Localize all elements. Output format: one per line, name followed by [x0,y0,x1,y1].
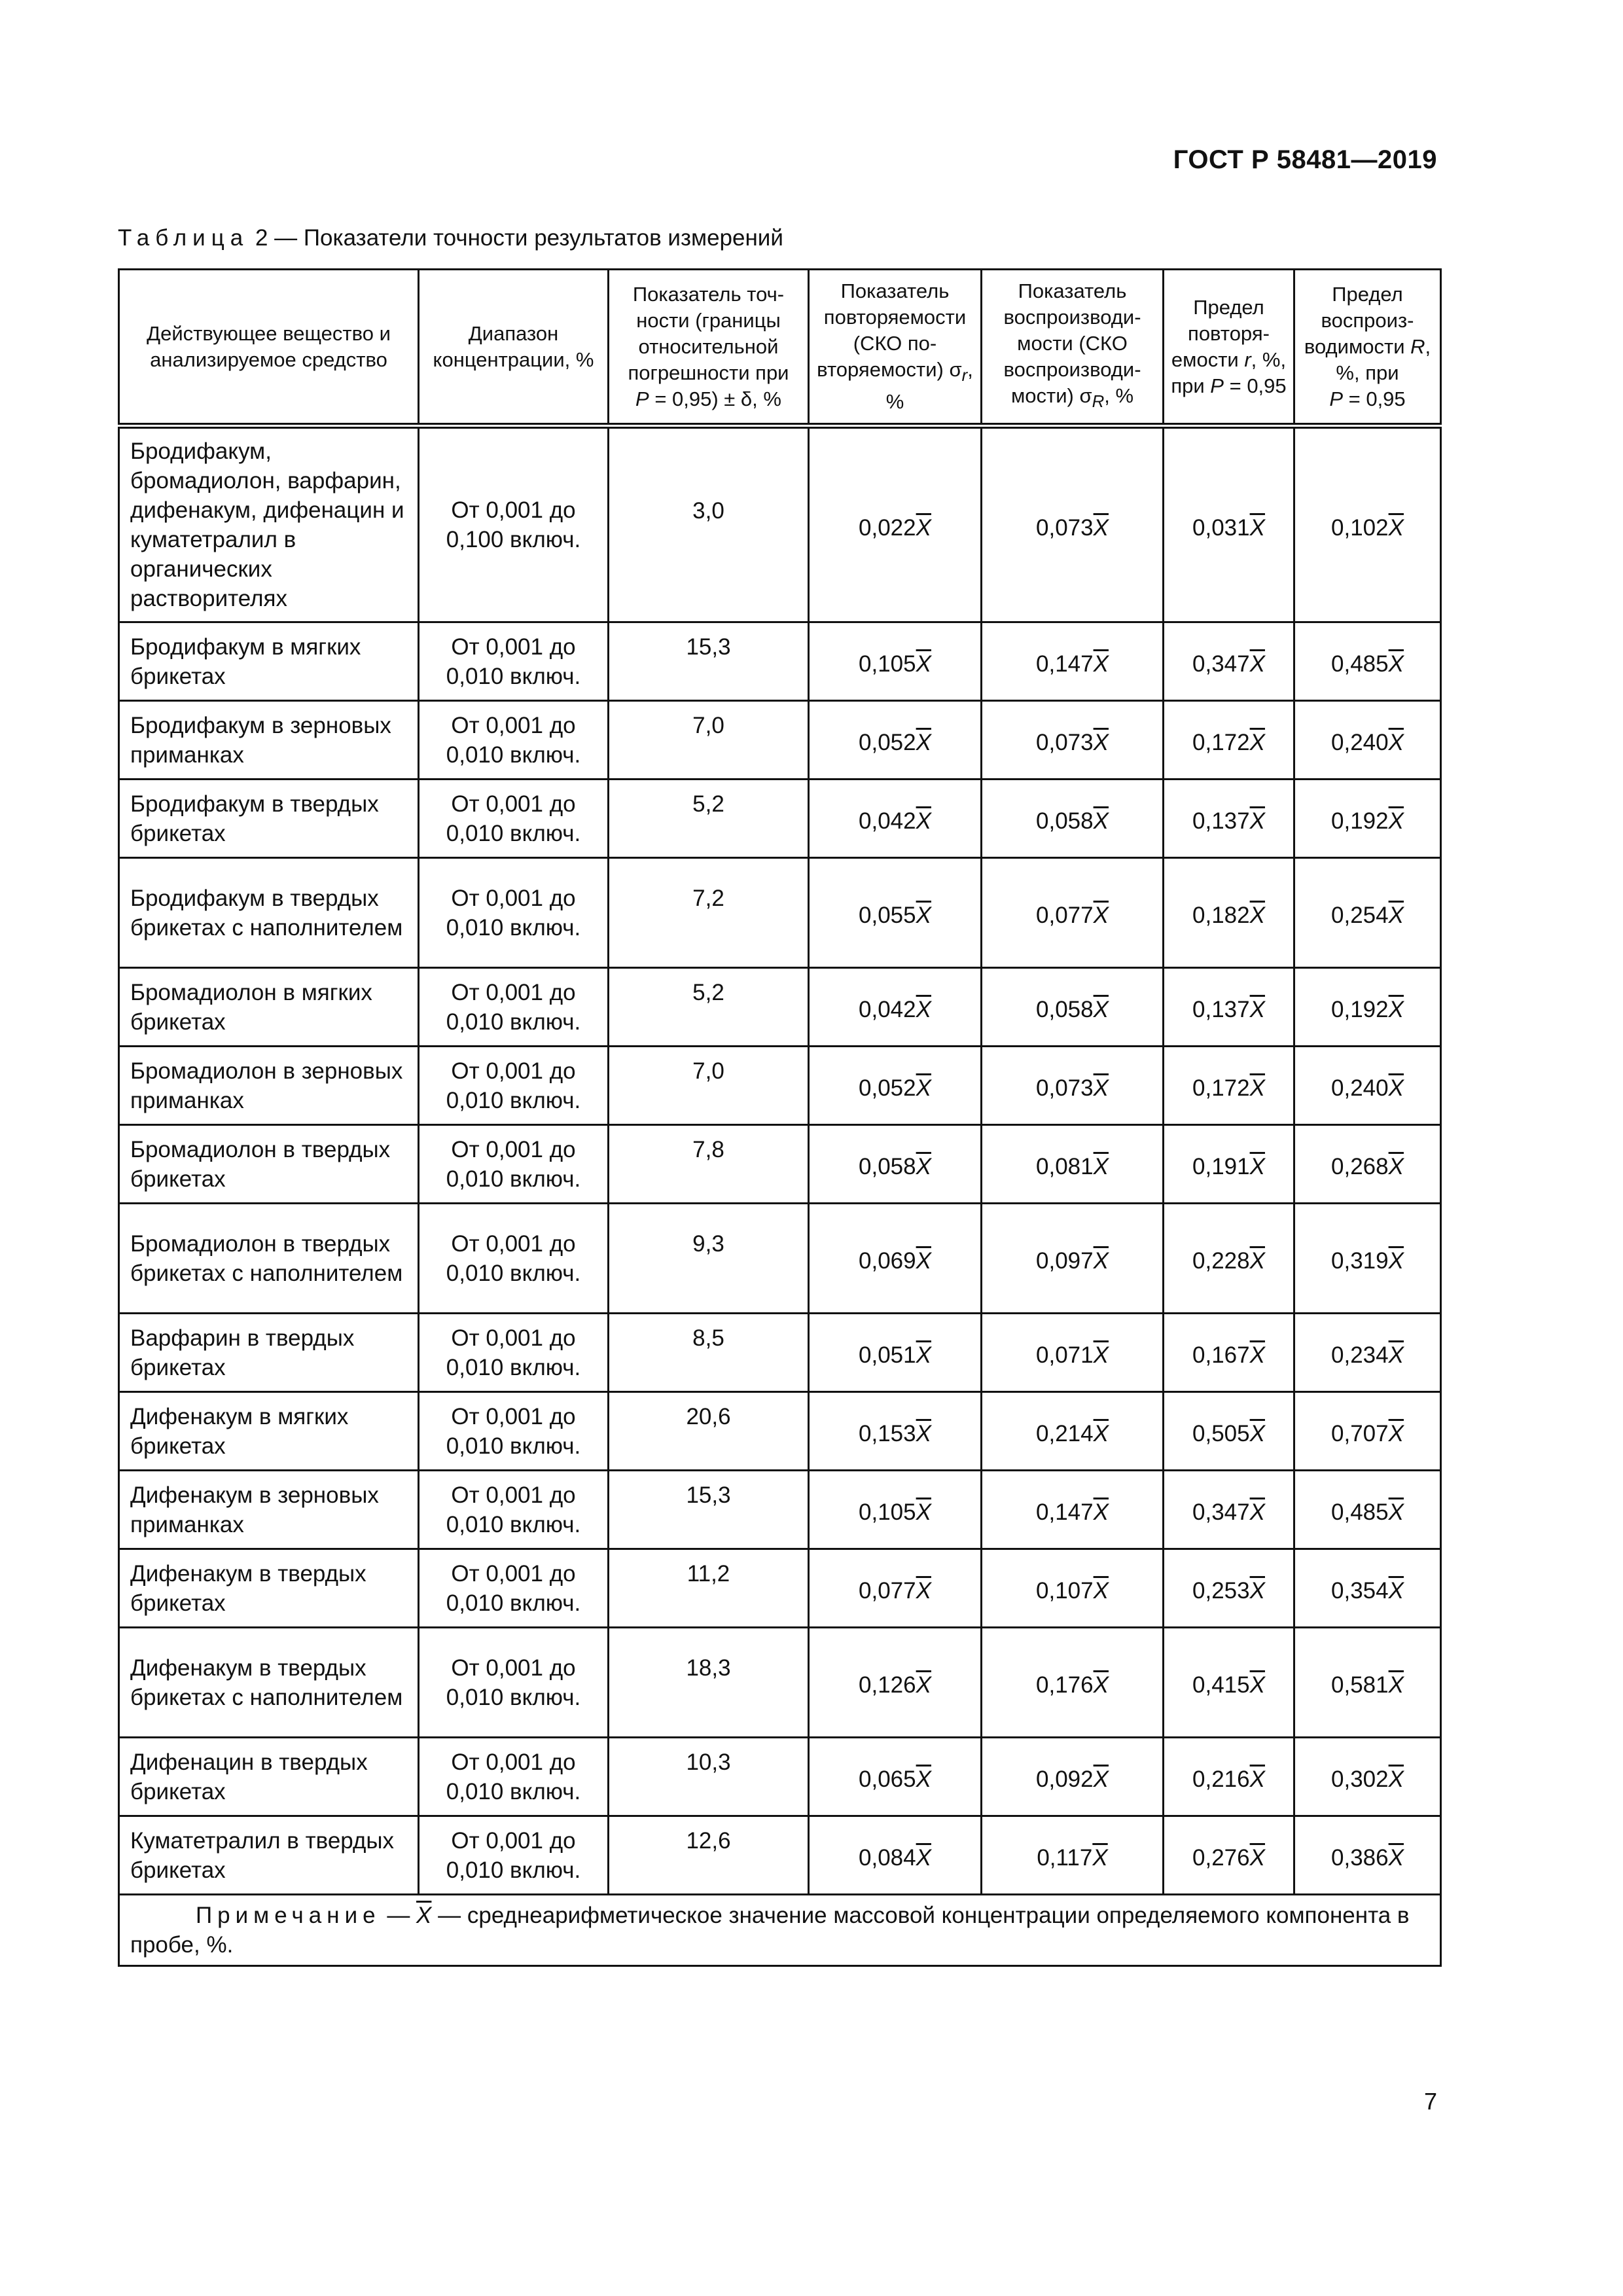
table-header [119,270,1441,426]
cell-limit-r: $0,137\overline{X}$ [1164,968,1294,1047]
cell-limit-R: $0,485\overline{X}$ [1294,1471,1441,1549]
cell-sigma-R: $0,117\overline{X}$ [982,1816,1164,1895]
cell-limit-r: $0,191\overline{X}$ [1164,1125,1294,1204]
cell-sigma-R: $0,071\overline{X}$ [982,1314,1164,1392]
cell-range: От 0,001 до 0,010 включ. [419,1738,609,1816]
table-row [119,1549,1441,1628]
cell-range: От 0,001 до 0,010 включ. [419,1392,609,1471]
cell-limit-r: $0,172\overline{X}$ [1164,701,1294,780]
cell-sigma-r: $0,042\overline{X}$ [809,780,982,858]
cell-range: От 0,001 до 0,010 включ. [419,1047,609,1125]
table-row [119,1816,1441,1895]
xbar-symbol: $\overline{X}$ [1249,1421,1265,1447]
xbar-symbol: $\overline{X}$ [1093,1075,1109,1102]
xbar-symbol: $\overline{X}$ [916,1845,931,1871]
cell-range: От 0,001 до 0,010 включ. [419,1816,609,1895]
cell-delta: 7,8 [609,1125,809,1204]
cell-delta: 5,2 [609,968,809,1047]
cell-limit-r: $0,228\overline{X}$ [1164,1204,1294,1314]
col-header-range: Диапазон концентрации, % [419,270,609,426]
page-number: 7 [1423,2088,1437,2115]
xbar-symbol: $\overline{X}$ [916,1342,931,1369]
xbar-symbol: $\overline{X}$ [1388,651,1404,677]
cell-sigma-R: $0,147\overline{X}$ [982,622,1164,701]
cell-sigma-R: $0,058\overline{X}$ [982,780,1164,858]
cell-limit-r: $0,031\overline{X}$ [1164,426,1294,622]
cell-delta: 5,2 [609,780,809,858]
cell-sigma-r: $0,069\overline{X}$ [809,1204,982,1314]
cell-sigma-r: $0,022\overline{X}$ [809,426,982,622]
cell-substance: Бромадиолон в твердых брикетах [119,1125,419,1204]
cell-sigma-R: $0,097\overline{X}$ [982,1204,1164,1314]
xbar-symbol: $\overline{X}$ [1388,1342,1404,1369]
xbar-symbol: $\overline{X}$ [1388,1767,1404,1793]
cell-sigma-r: $0,042\overline{X}$ [809,968,982,1047]
xbar-symbol: $\overline{X}$ [1093,1248,1109,1274]
xbar-symbol: $\overline{X}$ [1249,1767,1265,1793]
table-row [119,858,1441,968]
cell-sigma-r: $0,051\overline{X}$ [809,1314,982,1392]
xbar-symbol: $\overline{X}$ [916,514,931,541]
cell-substance: Бродифакум в зерновых приманках [119,701,419,780]
cell-limit-R: $0,240\overline{X}$ [1294,701,1441,780]
xbar-symbol: $\overline{X}$ [916,1248,931,1274]
cell-limit-r: $0,415\overline{X}$ [1164,1628,1294,1738]
cell-limit-R: $0,319\overline{X}$ [1294,1204,1441,1314]
cell-limit-R: $0,386\overline{X}$ [1294,1816,1441,1895]
xbar-symbol: $\overline{X}$ [916,903,931,929]
xbar-symbol: $\overline{X}$ [1249,1248,1265,1274]
xbar-symbol: $\overline{X}$ [1249,1845,1265,1871]
xbar-symbol: $\overline{X}$ [1249,514,1265,541]
col-header-sigma-r: Показатель повторяемости (СКО повторяемости) $\sigma_r$, % [809,270,982,426]
xbar-symbol: $\overline{X}$ [1093,730,1109,756]
cell-limit-r: $0,182\overline{X}$ [1164,858,1294,968]
cell-range: От 0,001 до 0,010 включ. [419,1628,609,1738]
xbar-symbol: $\overline{X}$ [1093,1421,1109,1447]
cell-range: От 0,001 до 0,010 включ. [419,1125,609,1204]
table-row [119,1738,1441,1816]
cell-delta: 7,0 [609,701,809,780]
xbar-symbol: $\overline{X}$ [916,651,931,677]
table-row [119,1204,1441,1314]
xbar-symbol: $\overline{X}$ [1249,1342,1265,1369]
cell-delta: 20,6 [609,1392,809,1471]
cell-delta: 9,3 [609,1204,809,1314]
caption-label: Таблица [118,225,249,251]
cell-sigma-r: $0,084\overline{X}$ [809,1816,982,1895]
cell-substance: Дифенацин в твердых брикетах [119,1738,419,1816]
table-row [119,426,1441,622]
cell-limit-r: $0,172\overline{X}$ [1164,1047,1294,1125]
xbar-symbol: $\overline{X}$ [1093,1672,1109,1698]
cell-sigma-r: $0,055\overline{X}$ [809,858,982,968]
cell-delta: 10,3 [609,1738,809,1816]
cell-sigma-r: $0,105\overline{X}$ [809,1471,982,1549]
cell-sigma-r: $0,058\overline{X}$ [809,1125,982,1204]
xbar-symbol: $\overline{X}$ [1388,903,1404,929]
xbar-symbol: $\overline{X}$ [1093,514,1109,541]
table-row [119,1628,1441,1738]
xbar-symbol: $\overline{X}$ [1249,651,1265,677]
xbar-symbol: $\overline{X}$ [1092,1845,1108,1871]
cell-range: От 0,001 до 0,010 включ. [419,968,609,1047]
table-row [119,968,1441,1047]
cell-sigma-r: $0,052\overline{X}$ [809,701,982,780]
cell-limit-R: $0,302\overline{X}$ [1294,1738,1441,1816]
cell-substance: Дифенакум в твердых брикетах с наполнителем [119,1628,419,1738]
xbar-symbol: $\overline{X}$ [916,1421,931,1447]
table-row [119,701,1441,780]
cell-delta: 3,0 [609,426,809,622]
xbar-symbol: $\overline{X}$ [1388,1154,1404,1180]
xbar-symbol: $\overline{X}$ [1249,997,1265,1023]
cell-limit-r: $0,347\overline{X}$ [1164,622,1294,701]
cell-sigma-R: $0,073\overline{X}$ [982,426,1164,622]
cell-substance: Куматетралил в твердых брикетах [119,1816,419,1895]
cell-limit-R: $0,254\overline{X}$ [1294,858,1441,968]
xbar-symbol: $\overline{X}$ [1388,730,1404,756]
cell-range: От 0,001 до 0,010 включ. [419,1471,609,1549]
cell-substance: Бродифакум, бромадиолон, варфарин, дифенакум, дифенацин и куматетралил в органических растворителях [119,426,419,622]
cell-sigma-r: $0,052\overline{X}$ [809,1047,982,1125]
cell-substance: Бродифакум в твердых брикетах с наполнителем [119,858,419,968]
cell-delta: 8,5 [609,1314,809,1392]
cell-range: От 0,001 до 0,100 включ. [419,426,609,622]
col-header-delta: Показатель точности (границы относительной погрешности при P = 0,95) ± δ, % [609,270,809,426]
table-row [119,1314,1441,1392]
cell-limit-r: $0,253\overline{X}$ [1164,1549,1294,1628]
xbar-symbol: $\overline{X}$ [1249,1499,1265,1526]
xbar-symbol: $\overline{X}$ [1249,1578,1265,1604]
cell-sigma-R: $0,092\overline{X}$ [982,1738,1164,1816]
cell-range: От 0,001 до 0,010 включ. [419,1549,609,1628]
cell-sigma-R: $0,058\overline{X}$ [982,968,1164,1047]
cell-sigma-r: $0,065\overline{X}$ [809,1738,982,1816]
xbar-symbol: $\overline{X}$ [1388,1672,1404,1698]
col-header-substance: Действующее вещество и анализируемое средство [119,270,419,426]
cell-substance: Дифенакум в мягких брикетах [119,1392,419,1471]
cell-substance: Бродифакум в мягких брикетах [119,622,419,701]
cell-range: От 0,001 до 0,010 включ. [419,1204,609,1314]
cell-range: От 0,001 до 0,010 включ. [419,701,609,780]
table-note: Примечание — $\overline{X}$ — среднеарифметическое значение массовой концентрации определяемого компонента в пробе, %. [119,1895,1441,1966]
xbar-symbol: $\overline{X}$ [916,1154,931,1180]
cell-delta: 7,2 [609,858,809,968]
table-row [119,622,1441,701]
cell-limit-r: $0,167\overline{X}$ [1164,1314,1294,1392]
cell-substance: Бромадиолон в мягких брикетах [119,968,419,1047]
xbar-symbol: $\overline{X}$ [916,1672,931,1698]
xbar-symbol: $\overline{X}$ [1093,808,1109,834]
xbar-symbol: $\overline{X}$ [916,808,931,834]
cell-substance: Дифенакум в твердых брикетах [119,1549,419,1628]
table-row [119,1392,1441,1471]
xbar-symbol: $\overline{X}$ [1388,997,1404,1023]
note-label: Примечание [196,1903,381,1929]
cell-range: От 0,001 до 0,010 включ. [419,622,609,701]
xbar-symbol: $\overline{X}$ [416,1903,432,1929]
cell-sigma-R: $0,081\overline{X}$ [982,1125,1164,1204]
cell-limit-R: $0,234\overline{X}$ [1294,1314,1441,1392]
xbar-symbol: $\overline{X}$ [1249,1672,1265,1698]
xbar-symbol: $\overline{X}$ [916,1499,931,1526]
xbar-symbol: $\overline{X}$ [916,997,931,1023]
xbar-symbol: $\overline{X}$ [916,730,931,756]
xbar-symbol: $\overline{X}$ [1388,1248,1404,1274]
cell-limit-R: $0,581\overline{X}$ [1294,1628,1441,1738]
cell-range: От 0,001 до 0,010 включ. [419,858,609,968]
cell-delta: 18,3 [609,1628,809,1738]
cell-delta: 11,2 [609,1549,809,1628]
xbar-symbol: $\overline{X}$ [1093,1154,1109,1180]
cell-substance: Бродифакум в твердых брикетах [119,780,419,858]
cell-delta: 15,3 [609,1471,809,1549]
cell-sigma-R: $0,176\overline{X}$ [982,1628,1164,1738]
table-row [119,780,1441,858]
cell-sigma-R: $0,214\overline{X}$ [982,1392,1164,1471]
col-header-limit-r: Предел повторяемости r, %, при P = 0,95 [1164,270,1294,426]
xbar-symbol: $\overline{X}$ [916,1767,931,1793]
cell-sigma-r: $0,077\overline{X}$ [809,1549,982,1628]
xbar-symbol: $\overline{X}$ [1249,903,1265,929]
xbar-symbol: $\overline{X}$ [1388,1845,1404,1871]
col-header-limit-R: Предел воспроизводимости R, %, при P = 0,95 [1294,270,1441,426]
cell-sigma-R: $0,073\overline{X}$ [982,701,1164,780]
xbar-symbol: $\overline{X}$ [1249,1075,1265,1102]
cell-delta: 15,3 [609,622,809,701]
xbar-symbol: $\overline{X}$ [1388,808,1404,834]
col-header-sigma-R: Показатель воспроизводимости (СКО воспроизводимости) $\sigma_R$, % [982,270,1164,426]
xbar-symbol: $\overline{X}$ [1388,1499,1404,1526]
cell-sigma-R: $0,147\overline{X}$ [982,1471,1164,1549]
xbar-symbol: $\overline{X}$ [1388,1578,1404,1604]
xbar-symbol: $\overline{X}$ [1249,730,1265,756]
xbar-symbol: $\overline{X}$ [1388,1075,1404,1102]
cell-limit-r: $0,216\overline{X}$ [1164,1738,1294,1816]
cell-limit-R: $0,192\overline{X}$ [1294,968,1441,1047]
cell-limit-r: $0,137\overline{X}$ [1164,780,1294,858]
cell-limit-r: $0,347\overline{X}$ [1164,1471,1294,1549]
cell-sigma-R: $0,073\overline{X}$ [982,1047,1164,1125]
cell-limit-R: $0,102\overline{X}$ [1294,426,1441,622]
cell-limit-r: $0,276\overline{X}$ [1164,1816,1294,1895]
xbar-symbol: $\overline{X}$ [916,1075,931,1102]
cell-limit-R: $0,707\overline{X}$ [1294,1392,1441,1471]
xbar-symbol: $\overline{X}$ [1093,903,1109,929]
cell-sigma-r: $0,153\overline{X}$ [809,1392,982,1471]
cell-range: От 0,001 до 0,010 включ. [419,780,609,858]
xbar-symbol: $\overline{X}$ [916,1578,931,1604]
cell-limit-R: $0,354\overline{X}$ [1294,1549,1441,1628]
xbar-symbol: $\overline{X}$ [1093,1767,1109,1793]
cell-limit-r: $0,505\overline{X}$ [1164,1392,1294,1471]
table-body [119,426,1441,1895]
cell-substance: Бромадиолон в твердых брикетах с наполнителем [119,1204,419,1314]
table-row [119,1471,1441,1549]
cell-limit-R: $0,268\overline{X}$ [1294,1125,1441,1204]
xbar-symbol: $\overline{X}$ [1093,997,1109,1023]
cell-sigma-r: $0,105\overline{X}$ [809,622,982,701]
cell-substance: Варфарин в твердых брикетах [119,1314,419,1392]
cell-substance: Дифенакум в зерновых приманках [119,1471,419,1549]
table-caption [118,225,783,251]
xbar-symbol: $\overline{X}$ [1093,1499,1109,1526]
note-text: — среднеарифметическое значение массовой концентрации определяемого компонента в пробе, %. [130,1903,1410,1958]
cell-limit-R: $0,240\overline{X}$ [1294,1047,1441,1125]
xbar-symbol: $\overline{X}$ [1249,1154,1265,1180]
document-code: ГОСТ Р 58481—2019 [1173,145,1437,174]
caption-title: 2 — Показатели точности результатов измерений [249,225,783,251]
cell-limit-R: $0,192\overline{X}$ [1294,780,1441,858]
cell-sigma-R: $0,077\overline{X}$ [982,858,1164,968]
table-row [119,1047,1441,1125]
cell-delta: 7,0 [609,1047,809,1125]
cell-limit-R: $0,485\overline{X}$ [1294,622,1441,701]
accuracy-table [118,268,1442,1967]
xbar-symbol: $\overline{X}$ [1093,1342,1109,1369]
cell-sigma-r: $0,126\overline{X}$ [809,1628,982,1738]
xbar-symbol: $\overline{X}$ [1249,808,1265,834]
xbar-symbol: $\overline{X}$ [1388,514,1404,541]
cell-sigma-R: $0,107\overline{X}$ [982,1549,1164,1628]
table-row [119,1125,1441,1204]
xbar-symbol: $\overline{X}$ [1093,1578,1109,1604]
xbar-symbol: $\overline{X}$ [1093,651,1109,677]
cell-delta: 12,6 [609,1816,809,1895]
cell-range: От 0,001 до 0,010 включ. [419,1314,609,1392]
cell-substance: Бромадиолон в зерновых приманках [119,1047,419,1125]
xbar-symbol: $\overline{X}$ [1388,1421,1404,1447]
